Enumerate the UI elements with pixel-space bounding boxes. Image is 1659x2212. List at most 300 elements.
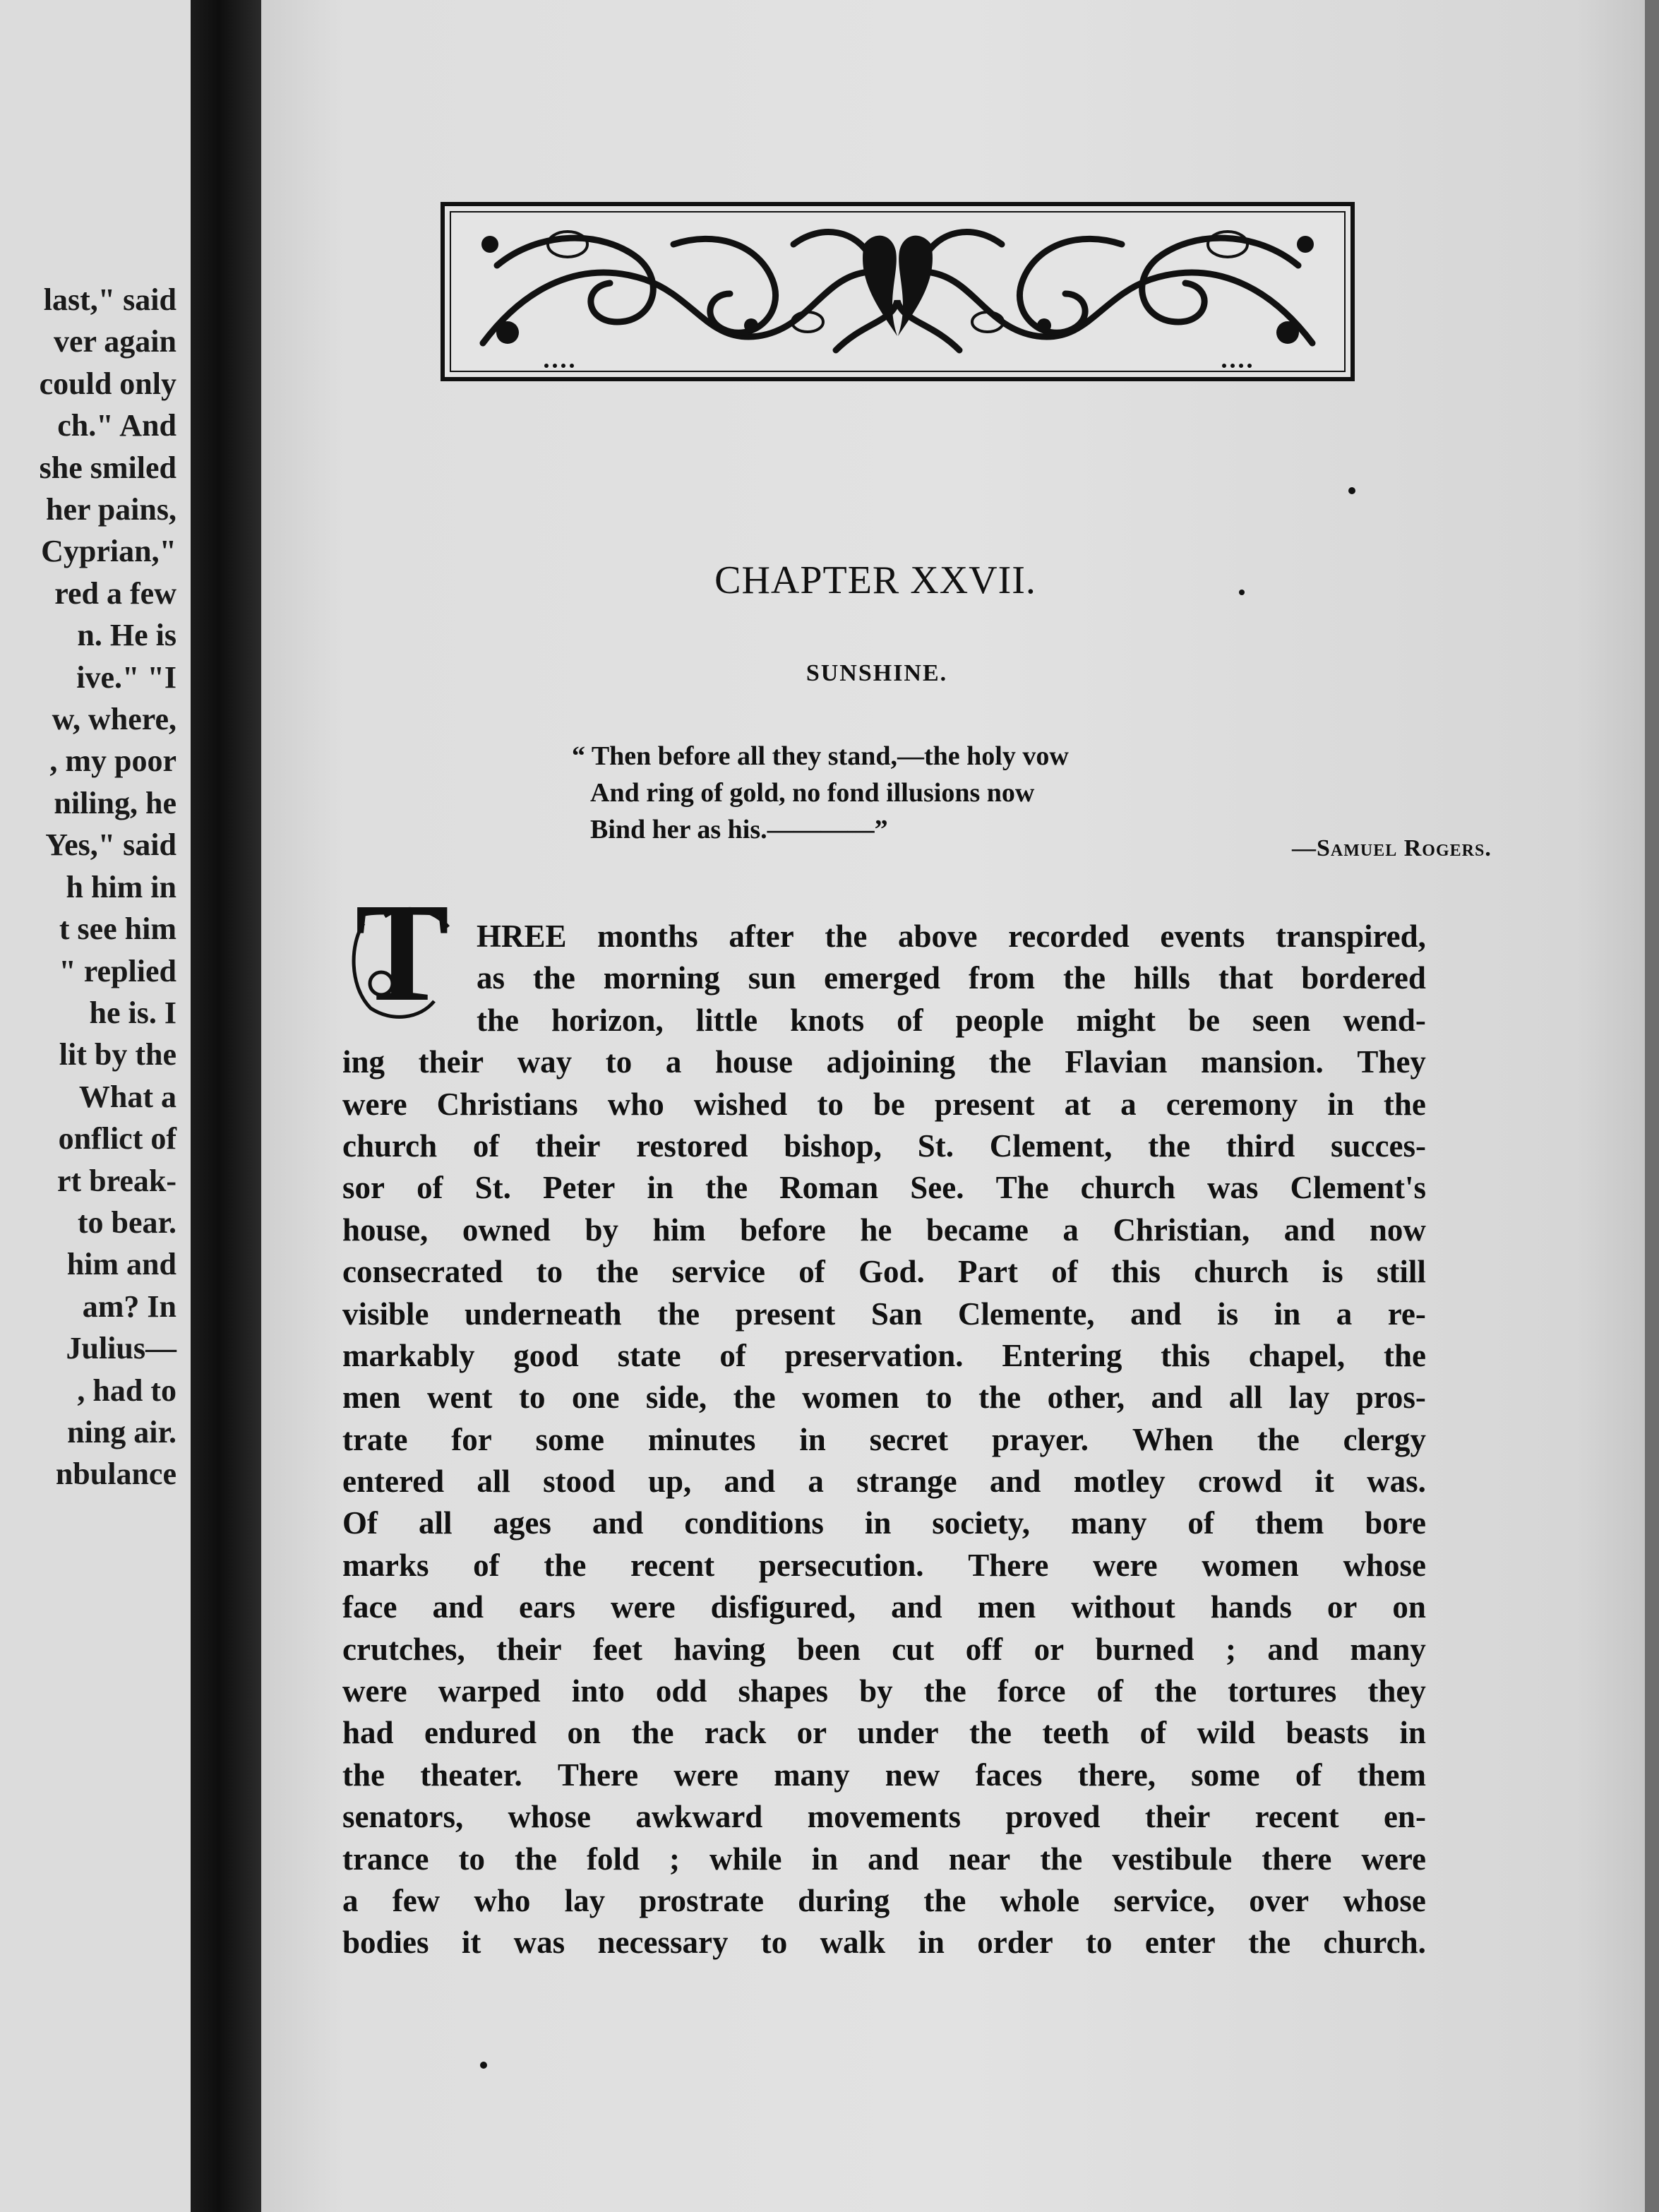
- body-word: were: [342, 1673, 407, 1709]
- body-word: There: [557, 1757, 639, 1793]
- body-word: God.: [858, 1254, 925, 1290]
- body-word: months: [597, 919, 698, 954]
- body-word: their: [418, 1044, 484, 1080]
- body-word: succes-: [1330, 1128, 1426, 1164]
- body-word: many: [1070, 1505, 1147, 1541]
- body-line: [342, 957, 1426, 999]
- body-word: shapes: [738, 1673, 829, 1709]
- body-line: [342, 1293, 1426, 1335]
- body-word: for: [451, 1421, 492, 1457]
- body-word: motley: [1073, 1464, 1166, 1500]
- body-word: walk: [820, 1925, 886, 1961]
- left-page-line: ning air.: [67, 1414, 176, 1449]
- body-word: this: [1110, 1254, 1161, 1290]
- header-ornament: [441, 202, 1355, 381]
- body-word: Peter: [543, 1170, 616, 1206]
- body-word: bodies: [342, 1925, 429, 1961]
- body-word: the: [1383, 1337, 1426, 1373]
- body-word: state: [617, 1337, 681, 1373]
- body-word: to: [518, 1380, 546, 1416]
- body-word: and: [1130, 1296, 1182, 1332]
- body-line: [342, 1586, 1426, 1628]
- body-word: many: [1350, 1631, 1426, 1667]
- body-word: to: [926, 1380, 952, 1416]
- body-word: women: [1202, 1547, 1299, 1583]
- body-word: marks: [342, 1547, 429, 1583]
- body-word: consecrated: [342, 1254, 503, 1290]
- body-word: tortures: [1228, 1673, 1337, 1709]
- body-line: [342, 1125, 1426, 1167]
- body-word: secret: [869, 1421, 949, 1457]
- left-page-line: he is. I: [89, 995, 176, 1030]
- left-page-line: ver again: [54, 324, 176, 359]
- body-word: and: [592, 1505, 644, 1541]
- body-word: Christians: [436, 1086, 578, 1122]
- body-word: and: [989, 1464, 1041, 1500]
- body-word: re-: [1387, 1296, 1426, 1332]
- body-word: who: [607, 1086, 664, 1122]
- body-word: mansion.: [1201, 1044, 1324, 1080]
- body-word: proved: [1005, 1799, 1101, 1835]
- body-word: ;: [669, 1841, 681, 1877]
- body-word: recent: [630, 1547, 715, 1583]
- body-word: of: [1187, 1505, 1214, 1541]
- left-page-line: red a few: [54, 575, 176, 611]
- body-word: hills: [1133, 960, 1190, 996]
- left-page-line: Cyprian,": [41, 534, 176, 569]
- left-page-line: am? In: [82, 1289, 176, 1324]
- body-word: might: [1076, 1002, 1156, 1038]
- body-line: [342, 1041, 1426, 1083]
- body-word: side,: [645, 1380, 707, 1416]
- left-page-line: nbulance: [55, 1457, 176, 1492]
- left-page-line: h him in: [66, 869, 176, 904]
- body-word: prostrate: [639, 1882, 764, 1918]
- body-word: the: [631, 1715, 674, 1751]
- body-word: ing: [342, 1044, 385, 1080]
- body-word: conditions: [684, 1505, 824, 1541]
- body-word: of: [472, 1128, 500, 1164]
- body-word: transpired,: [1275, 919, 1426, 954]
- body-text: [342, 916, 1426, 1964]
- body-word: the: [596, 1254, 639, 1290]
- body-word: lay: [564, 1882, 606, 1918]
- body-word: became: [926, 1212, 1029, 1248]
- left-page-line: n. He is: [77, 618, 176, 653]
- body-line: [342, 1712, 1426, 1754]
- body-word: bore: [1365, 1505, 1426, 1541]
- body-word: a: [665, 1044, 682, 1080]
- body-word: in: [1399, 1715, 1426, 1751]
- left-page-line: her pains,: [45, 492, 176, 527]
- body-word: feet: [593, 1631, 642, 1667]
- body-word: persecution.: [758, 1547, 924, 1583]
- body-word: enter: [1144, 1925, 1216, 1961]
- body-word: other,: [1047, 1380, 1125, 1416]
- body-word: teeth: [1042, 1715, 1110, 1751]
- body-word: on: [1392, 1589, 1426, 1625]
- body-word: disfigured,: [710, 1589, 856, 1625]
- body-word: it: [461, 1925, 481, 1961]
- body-line: [342, 1000, 1426, 1041]
- body-line: [342, 1880, 1426, 1922]
- body-line: [342, 1335, 1426, 1377]
- body-word: all: [477, 1464, 510, 1500]
- left-page-line: Julius—: [66, 1331, 176, 1366]
- body-word: their: [1144, 1799, 1211, 1835]
- body-word: pros-: [1355, 1380, 1426, 1416]
- body-word: people: [955, 1002, 1044, 1038]
- body-word: faces: [975, 1757, 1043, 1793]
- body-word: were: [673, 1757, 738, 1793]
- body-word: in: [918, 1925, 945, 1961]
- body-word: that: [1218, 960, 1274, 996]
- body-word: necessary: [597, 1925, 729, 1961]
- body-word: wished: [693, 1086, 788, 1122]
- left-page-line: ive." "I: [76, 659, 176, 695]
- body-word: Flavian: [1065, 1044, 1168, 1080]
- body-word: in: [811, 1841, 839, 1877]
- body-word: and: [868, 1841, 919, 1877]
- body-word: entered: [342, 1464, 445, 1500]
- body-word: been: [796, 1631, 861, 1667]
- body-word: of: [1051, 1254, 1078, 1290]
- scan-speck: [1239, 590, 1245, 595]
- body-word: in: [647, 1170, 674, 1206]
- body-word: hands: [1210, 1589, 1292, 1625]
- body-word: up,: [647, 1464, 692, 1500]
- body-word: awkward: [635, 1799, 763, 1835]
- body-word: the: [532, 960, 575, 996]
- body-line: [342, 916, 1426, 957]
- scan-speck: [480, 2062, 487, 2069]
- left-page-line: ch." And: [57, 408, 176, 443]
- epigraph-line: And ring of gold, no fond illusions now: [590, 778, 1035, 808]
- body-word: women: [802, 1380, 899, 1416]
- body-word: the: [978, 1380, 1022, 1416]
- body-word: off: [965, 1631, 1003, 1667]
- body-word: whole: [1000, 1882, 1080, 1918]
- body-word: society,: [932, 1505, 1031, 1541]
- body-word: cut: [892, 1631, 935, 1667]
- body-word: Roman: [779, 1170, 879, 1206]
- body-word: the: [544, 1547, 587, 1583]
- body-word: The: [995, 1170, 1049, 1206]
- body-word: house,: [342, 1212, 429, 1248]
- body-word: prayer.: [991, 1421, 1089, 1457]
- body-word: was: [1206, 1170, 1259, 1206]
- body-word: church.: [1323, 1925, 1426, 1961]
- epigraph: [572, 738, 1348, 848]
- body-word: the: [342, 1757, 385, 1793]
- page-edge: [1645, 0, 1659, 2212]
- body-word: senators,: [342, 1799, 464, 1835]
- body-word: vestibule: [1112, 1841, 1233, 1877]
- body-word: theater.: [420, 1757, 522, 1793]
- body-word: some: [535, 1421, 605, 1457]
- body-word: Christian,: [1113, 1212, 1250, 1248]
- body-word: and: [1283, 1212, 1336, 1248]
- body-word: whose: [1343, 1882, 1426, 1918]
- body-word: to: [605, 1044, 633, 1080]
- book-gutter: [191, 0, 261, 2212]
- body-word: events: [1160, 919, 1245, 954]
- body-word: bordered: [1301, 960, 1426, 996]
- body-word: a: [342, 1882, 359, 1918]
- body-line: [342, 1922, 1426, 1963]
- body-word: burned: [1095, 1631, 1194, 1667]
- body-word: the: [477, 1002, 519, 1038]
- body-word: fold: [586, 1841, 640, 1877]
- body-word: the: [825, 919, 868, 954]
- left-page-line: t see him: [59, 911, 176, 947]
- body-word: odd: [655, 1673, 707, 1709]
- body-word: some: [1191, 1757, 1260, 1793]
- chapter-subtitle: SUNSHINE.: [805, 660, 948, 686]
- left-page-line: last," said: [43, 282, 176, 317]
- body-line: [342, 1545, 1426, 1586]
- left-page-line: onflict of: [58, 1121, 176, 1156]
- body-word: emerged: [824, 960, 941, 996]
- body-word: ;: [1225, 1631, 1236, 1667]
- body-word: present: [735, 1296, 836, 1332]
- left-page-line: , my poor: [49, 743, 176, 779]
- body-word: preservation.: [784, 1337, 964, 1373]
- left-page-line: Yes," said: [45, 827, 176, 863]
- body-word: the: [705, 1170, 748, 1206]
- body-word: sor: [342, 1170, 385, 1206]
- body-word: horizon,: [551, 1002, 664, 1038]
- body-word: the: [514, 1841, 557, 1877]
- body-word: the: [1063, 960, 1106, 996]
- body-word: of: [1096, 1673, 1123, 1709]
- body-word: Entering: [1002, 1337, 1122, 1373]
- body-word: in: [1327, 1086, 1354, 1122]
- body-line: [342, 1502, 1426, 1544]
- body-word: after: [729, 919, 794, 954]
- body-word: all: [1228, 1380, 1263, 1416]
- body-word: to: [458, 1841, 485, 1877]
- body-word: of: [473, 1547, 500, 1583]
- body-word: a: [1062, 1212, 1079, 1248]
- body-word: to: [817, 1086, 844, 1122]
- body-word: is: [1322, 1254, 1343, 1290]
- body-word: the: [1383, 1086, 1426, 1122]
- body-word: en-: [1383, 1799, 1426, 1835]
- left-page-line: , had to: [77, 1373, 176, 1408]
- body-word: and: [1267, 1631, 1319, 1667]
- body-word: it: [1314, 1464, 1334, 1500]
- body-word: Of: [342, 1505, 378, 1541]
- body-word: service,: [1113, 1882, 1215, 1918]
- body-word: be: [1187, 1002, 1220, 1038]
- body-word: he: [860, 1212, 892, 1248]
- left-page-line: him and: [66, 1247, 176, 1282]
- body-word: or: [1326, 1589, 1358, 1625]
- body-line: [342, 1629, 1426, 1670]
- body-word: men: [342, 1380, 401, 1416]
- body-word: is: [1217, 1296, 1239, 1332]
- body-line: [342, 1839, 1426, 1880]
- body-word: them: [1254, 1505, 1324, 1541]
- body-word: by: [585, 1212, 618, 1248]
- body-line: [342, 1796, 1426, 1838]
- body-word: a: [1120, 1086, 1137, 1122]
- body-word: bishop,: [784, 1128, 882, 1164]
- body-word: they: [1367, 1673, 1426, 1709]
- body-word: St.: [474, 1170, 511, 1206]
- body-word: at: [1064, 1086, 1091, 1122]
- left-page-line: rt break-: [56, 1163, 176, 1198]
- body-word: without: [1071, 1589, 1175, 1625]
- body-word: had: [342, 1715, 394, 1751]
- body-word: recorded: [1008, 919, 1130, 954]
- body-word: beasts: [1286, 1715, 1369, 1751]
- left-page-line: niling, he: [54, 785, 176, 820]
- body-word: church: [342, 1128, 438, 1164]
- body-word: service: [671, 1254, 766, 1290]
- body-word: strange: [856, 1464, 957, 1500]
- body-word: or: [796, 1715, 827, 1751]
- body-word: San: [870, 1296, 923, 1332]
- body-word: lay: [1288, 1380, 1330, 1416]
- left-facing-page: [0, 0, 191, 2212]
- body-word: order: [977, 1925, 1053, 1961]
- body-word: whose: [1343, 1547, 1426, 1583]
- body-word: one: [571, 1380, 620, 1416]
- body-word: Clement's: [1290, 1170, 1426, 1206]
- body-word: Part: [958, 1254, 1018, 1290]
- body-line: [342, 1084, 1426, 1125]
- body-word: owned: [462, 1212, 551, 1248]
- body-word: sun: [748, 960, 796, 996]
- body-word: a: [808, 1464, 824, 1500]
- body-word: of: [1295, 1757, 1322, 1793]
- body-word: in: [799, 1421, 826, 1457]
- body-word: house: [714, 1044, 793, 1080]
- body-word: force: [997, 1673, 1066, 1709]
- body-line: [342, 1251, 1426, 1293]
- body-word: by: [859, 1673, 893, 1709]
- body-word: new: [885, 1757, 940, 1793]
- body-word: of: [897, 1002, 923, 1038]
- body-line: [342, 1461, 1426, 1502]
- body-word: restored: [636, 1128, 748, 1164]
- body-word: trance: [342, 1841, 429, 1877]
- body-word: seen: [1252, 1002, 1311, 1038]
- body-word: They: [1357, 1044, 1426, 1080]
- body-word: the: [969, 1715, 1012, 1751]
- body-word: HREE: [477, 919, 567, 954]
- body-word: underneath: [465, 1296, 622, 1332]
- body-word: or: [1034, 1631, 1065, 1667]
- body-word: in: [1274, 1296, 1301, 1332]
- body-word: the: [1248, 1925, 1291, 1961]
- body-word: went: [426, 1380, 493, 1416]
- body-word: was.: [1367, 1464, 1426, 1500]
- body-word: be: [873, 1086, 905, 1122]
- body-word: little: [695, 1002, 758, 1038]
- body-word: their: [535, 1128, 601, 1164]
- body-word: St.: [917, 1128, 954, 1164]
- body-word: of: [798, 1254, 825, 1290]
- body-word: to: [1086, 1925, 1113, 1961]
- body-word: were: [1361, 1841, 1426, 1877]
- body-word: was: [513, 1925, 565, 1961]
- body-word: third: [1226, 1128, 1295, 1164]
- body-word: recent: [1254, 1799, 1339, 1835]
- body-word: markably: [342, 1337, 475, 1373]
- body-line: [342, 1670, 1426, 1712]
- body-line: [342, 1754, 1426, 1796]
- body-line: [342, 1377, 1426, 1418]
- body-word: chapel,: [1248, 1337, 1346, 1373]
- epigraph-attribution: —Samuel Rogers.: [1292, 835, 1492, 861]
- body-word: them: [1357, 1757, 1426, 1793]
- body-word: Clement,: [989, 1128, 1113, 1164]
- scan-speck: [1348, 487, 1355, 494]
- body-word: a: [1336, 1296, 1353, 1332]
- body-word: whose: [508, 1799, 592, 1835]
- body-word: crutches,: [342, 1631, 465, 1667]
- body-word: still: [1376, 1254, 1426, 1290]
- body-word: and: [1151, 1380, 1203, 1416]
- epigraph-line: “ Then before all they stand,—the holy vow: [572, 741, 1069, 771]
- body-word: having: [673, 1631, 766, 1667]
- body-word: morning: [603, 960, 720, 996]
- body-word: the: [988, 1044, 1031, 1080]
- body-word: were: [611, 1589, 676, 1625]
- body-word: When: [1132, 1421, 1214, 1457]
- body-word: who: [474, 1882, 531, 1918]
- left-page-line: " replied: [59, 953, 176, 988]
- body-word: before: [740, 1212, 826, 1248]
- body-word: wild: [1197, 1715, 1256, 1751]
- body-word: church: [1194, 1254, 1289, 1290]
- body-word: this: [1161, 1337, 1211, 1373]
- body-word: to: [536, 1254, 563, 1290]
- body-word: ceremony: [1166, 1086, 1298, 1122]
- body-word: stood: [543, 1464, 616, 1500]
- body-word: their: [496, 1631, 562, 1667]
- body-word: rack: [704, 1715, 767, 1751]
- body-word: while: [709, 1841, 782, 1877]
- body-word: clergy: [1343, 1421, 1426, 1457]
- right-page: [261, 0, 1645, 2212]
- body-word: now: [1369, 1212, 1426, 1248]
- body-word: men: [977, 1589, 1036, 1625]
- left-page-line: to bear.: [77, 1204, 176, 1240]
- body-word: of: [719, 1337, 746, 1373]
- body-word: in: [864, 1505, 892, 1541]
- body-word: into: [571, 1673, 625, 1709]
- body-word: the: [1148, 1128, 1191, 1164]
- body-word: under: [857, 1715, 939, 1751]
- body-word: See.: [910, 1170, 964, 1206]
- left-page-line: What a: [78, 1079, 176, 1114]
- body-word: minutes: [647, 1421, 756, 1457]
- body-word: and: [432, 1589, 484, 1625]
- body-word: warped: [438, 1673, 541, 1709]
- body-word: There: [968, 1547, 1049, 1583]
- body-word: endured: [424, 1715, 537, 1751]
- body-word: church: [1080, 1170, 1175, 1206]
- body-word: near: [948, 1841, 1011, 1877]
- body-word: during: [798, 1882, 890, 1918]
- left-page-line: lit by the: [59, 1037, 176, 1072]
- body-word: visible: [342, 1296, 429, 1332]
- left-page-text: [0, 279, 176, 1495]
